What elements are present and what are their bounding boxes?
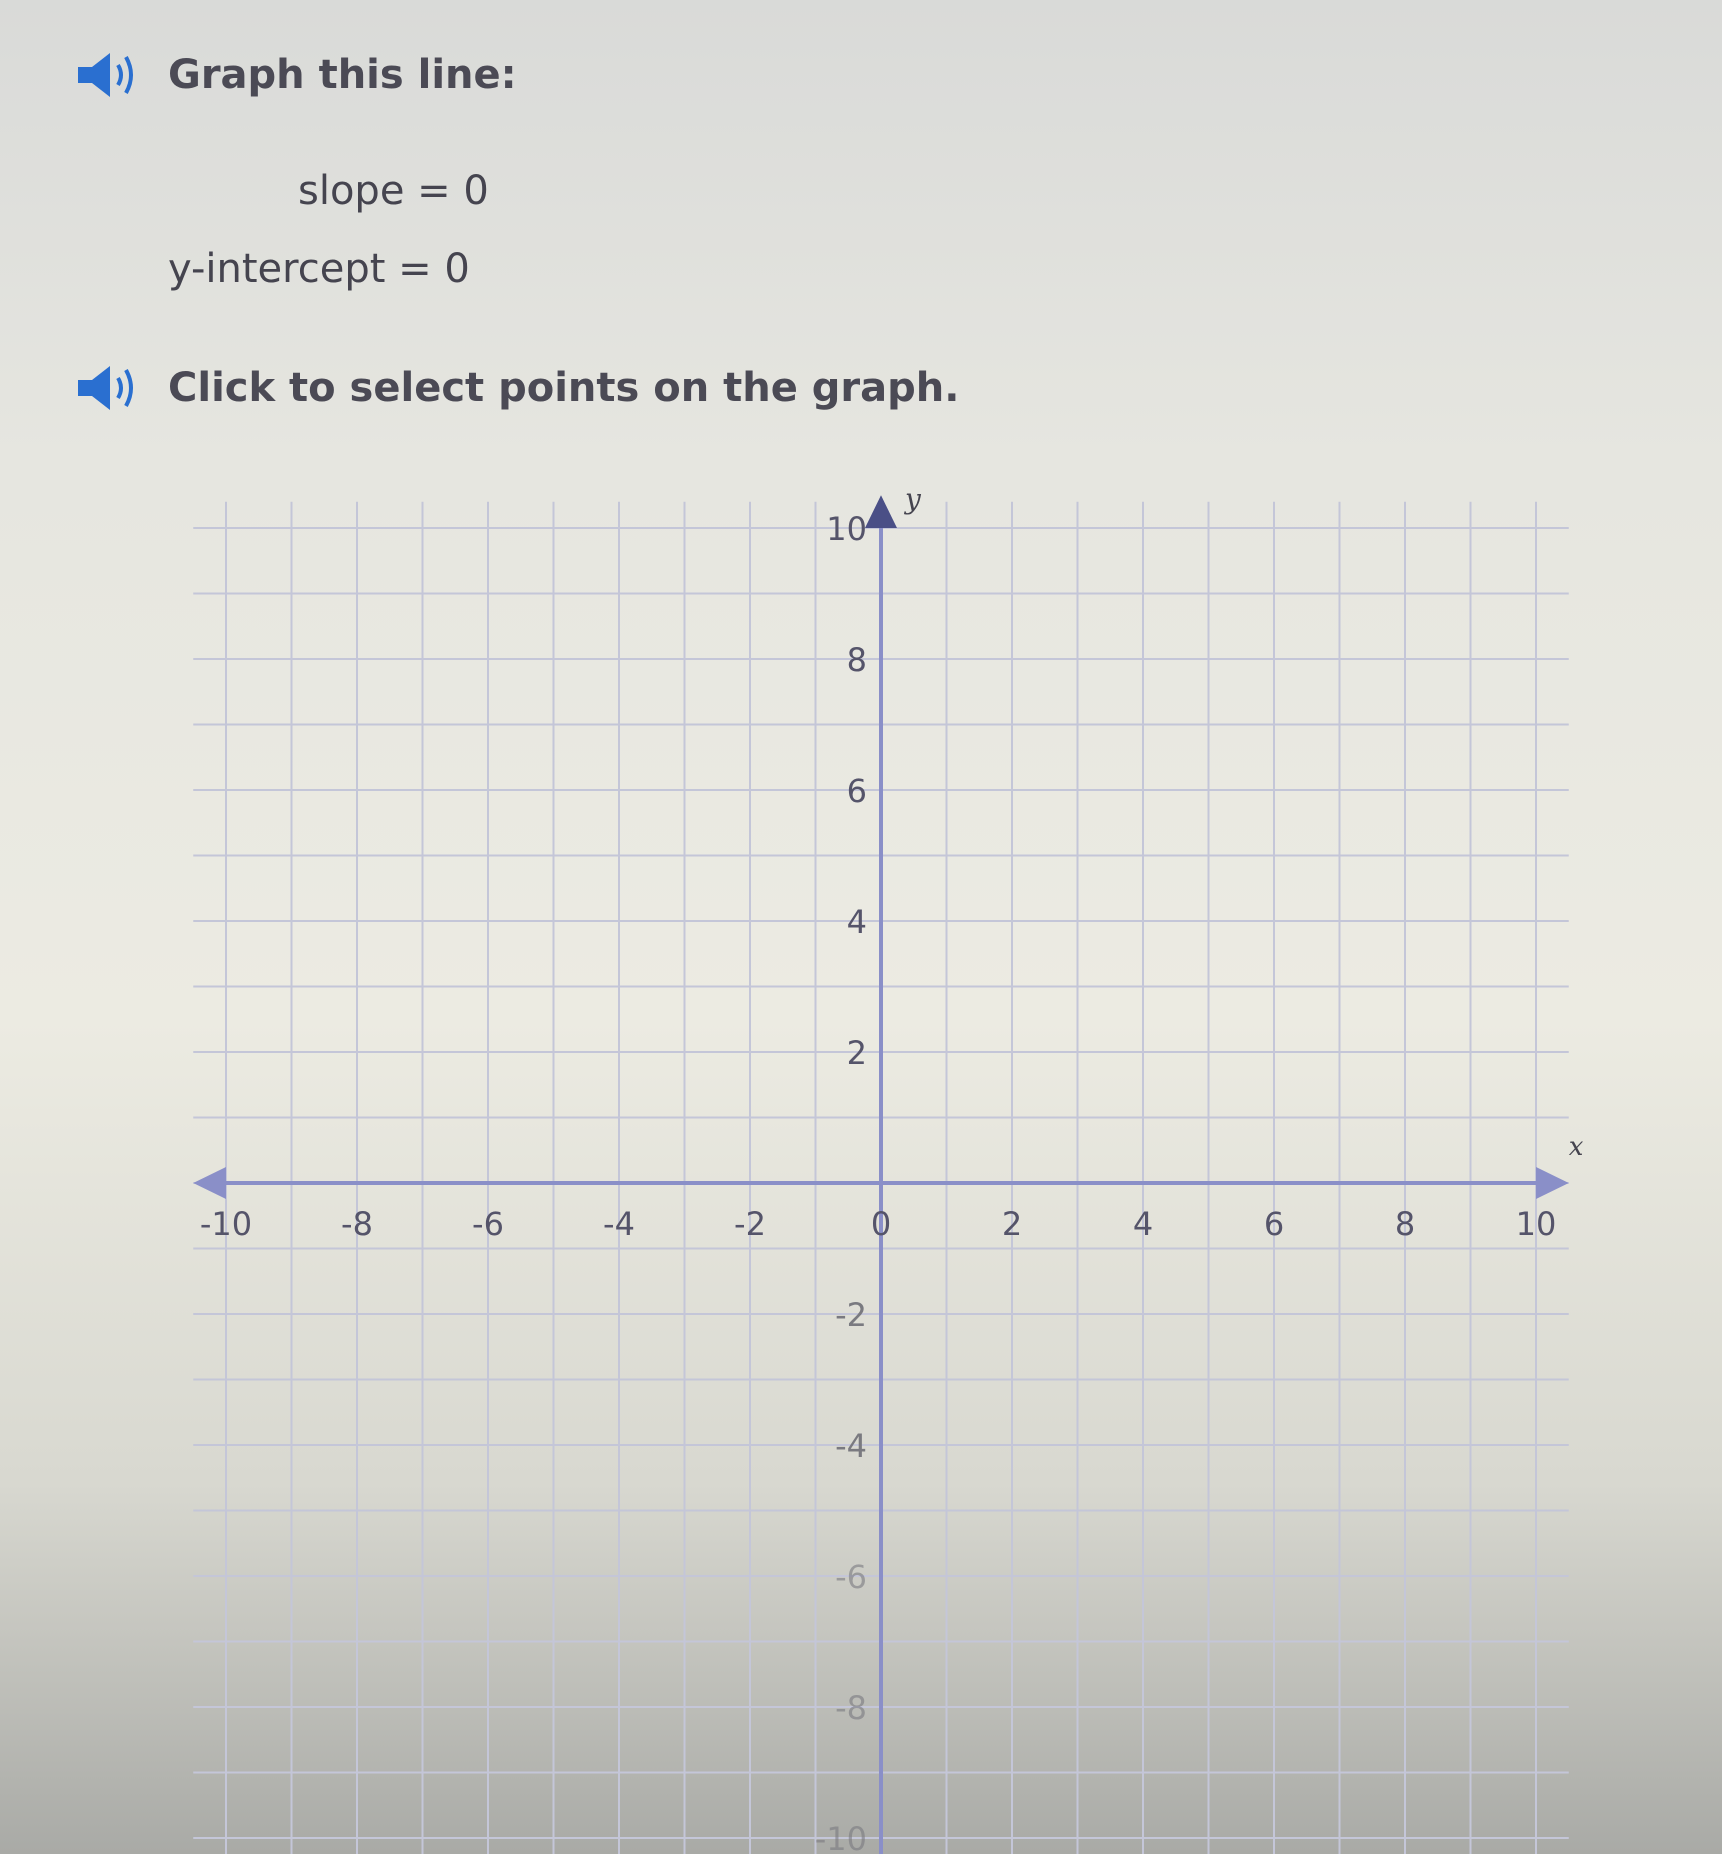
- intercept-label: y-intercept: [168, 246, 386, 292]
- y-axis-label: y: [905, 482, 921, 516]
- prompt-title: Graph this line:: [168, 52, 517, 98]
- x-tick-label: 10: [1515, 1205, 1557, 1243]
- x-tick-label: -2: [734, 1205, 766, 1243]
- slope-value: 0: [463, 168, 489, 214]
- y-tick-label: -2: [835, 1296, 867, 1334]
- y-tick-label: 10: [826, 510, 867, 548]
- y-tick-label: 6: [846, 772, 867, 810]
- x-tick-label: -4: [603, 1205, 635, 1243]
- x-tick-label: -10: [199, 1205, 253, 1243]
- x-axis-label: x: [1568, 1132, 1584, 1162]
- intercept-value: 0: [444, 246, 470, 292]
- x-tick-label: 8: [1394, 1205, 1416, 1243]
- x-tick-label: 4: [1132, 1205, 1154, 1243]
- equals-sign: =: [417, 168, 451, 214]
- y-tick-label: 8: [846, 641, 867, 679]
- equals-sign: =: [398, 246, 432, 292]
- y-tick-label: -8: [835, 1689, 867, 1727]
- x-axis-right-arrow: [1536, 1167, 1569, 1199]
- x-axis-left-arrow: [193, 1167, 226, 1199]
- x-tick-label: -6: [472, 1205, 504, 1243]
- x-tick-label: 6: [1263, 1205, 1285, 1243]
- y-axis-arrow: [865, 495, 897, 528]
- instruction-text: Click to select points on the graph.: [168, 365, 960, 411]
- y-tick-label: -6: [835, 1558, 867, 1596]
- y-tick-label: 2: [846, 1034, 867, 1072]
- x-tick-label: 0: [870, 1205, 892, 1243]
- y-tick-label: -10: [814, 1820, 867, 1854]
- slope-label: slope: [298, 168, 405, 214]
- y-tick-label: 4: [846, 903, 867, 941]
- x-tick-label: 2: [1001, 1205, 1023, 1243]
- y-tick-label: -4: [835, 1427, 867, 1465]
- x-tick-label: -8: [341, 1205, 373, 1243]
